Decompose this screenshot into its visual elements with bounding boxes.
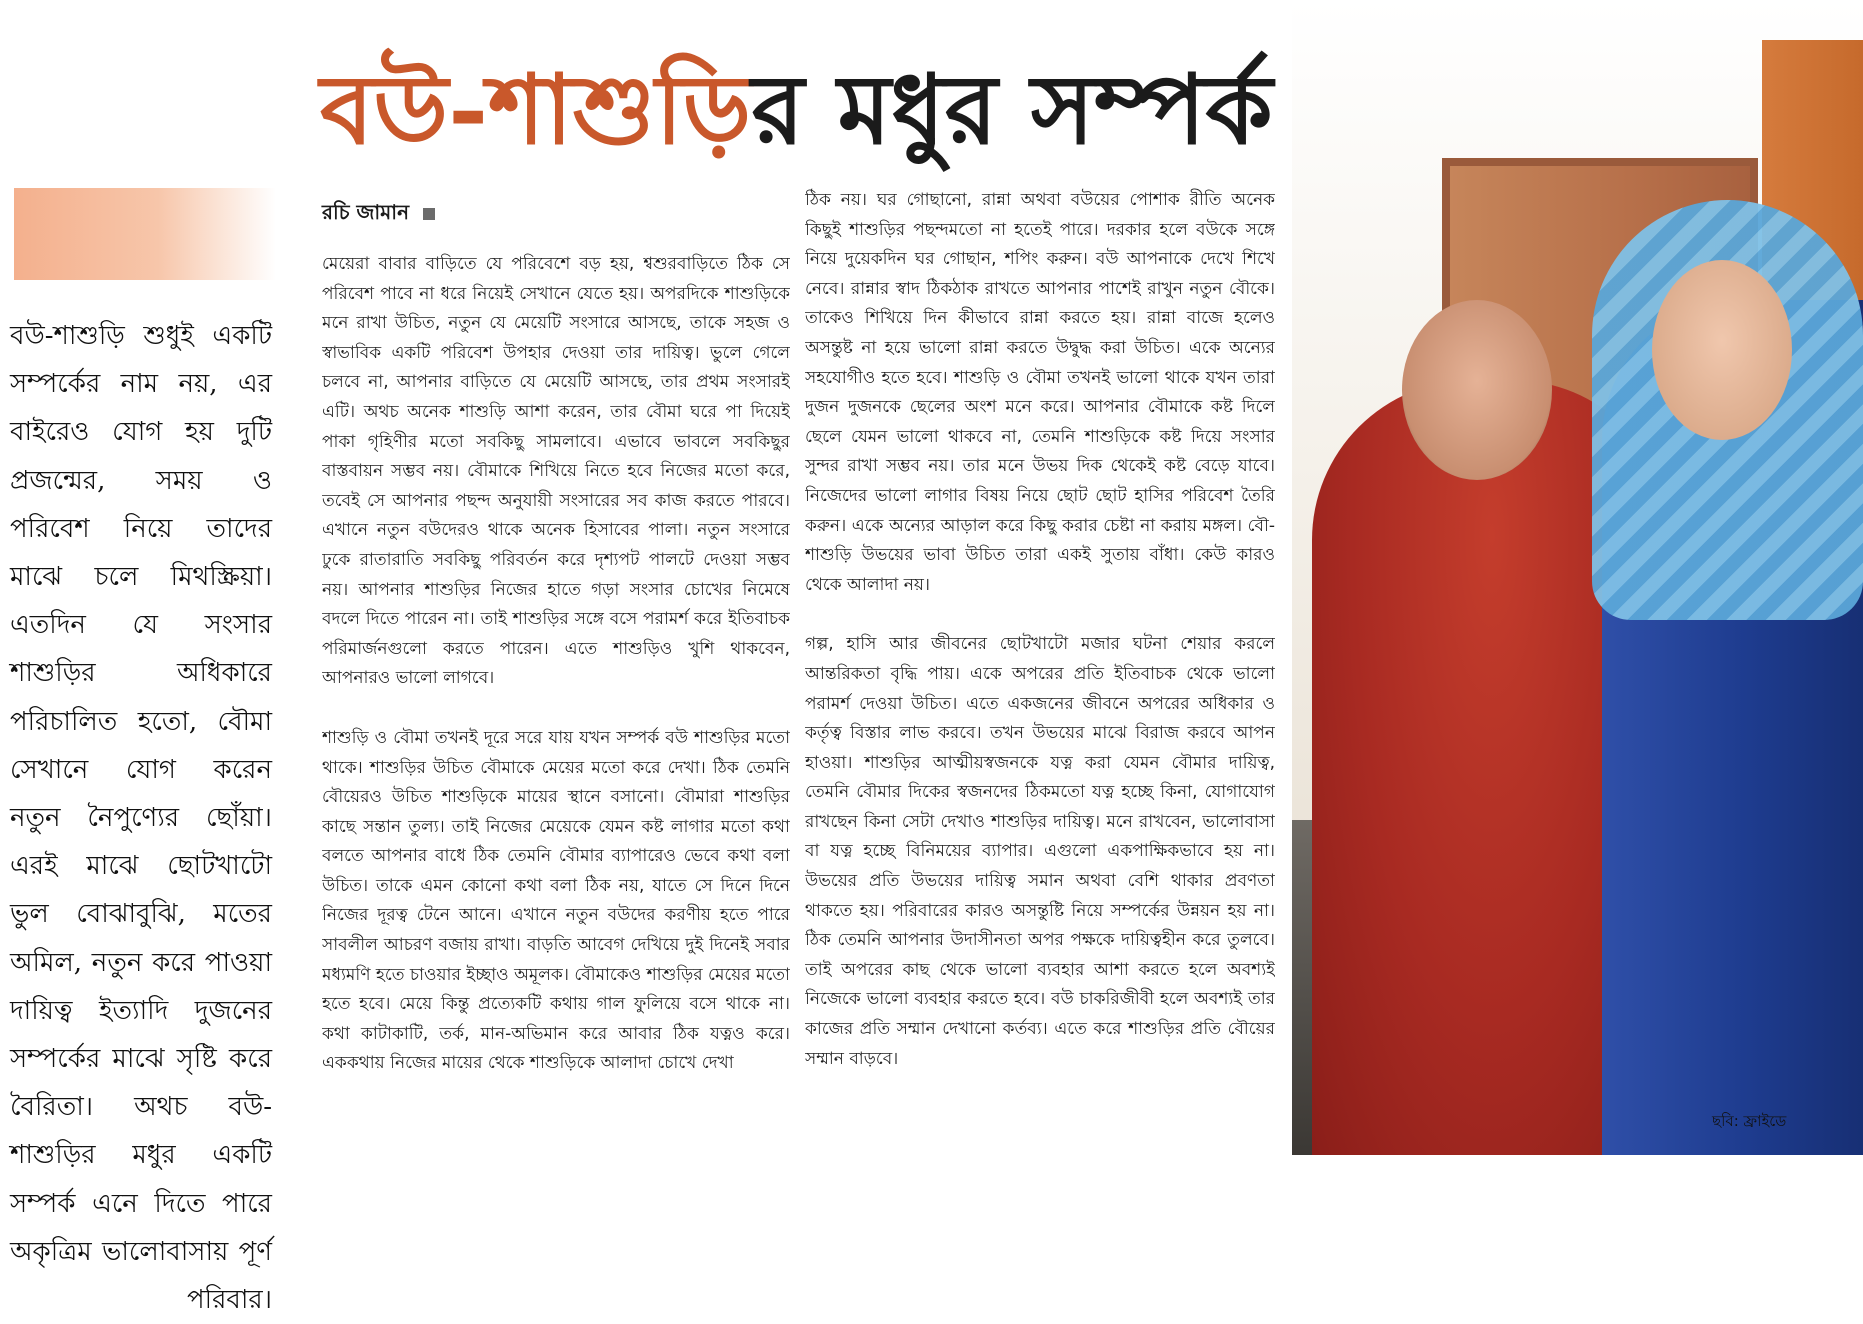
article-column-2 (805, 186, 1275, 1140)
byline-square-marker (423, 208, 435, 220)
column-2-paragraph-2: গল্প, হাসি আর জীবনের ছোটখাটো মজার ঘটনা শেয়ার করলে আন্তরিকতা বৃদ্ধি পায়। একে অপরের প্রতি ইতিবাচক থেকে ভালো পরামর্শ দেওয়া উচিত। এতে একজনের জীবনে অপরের অধিকার ও কর্তৃত্ব বিস্তার লাভ করবে। তখন উভয়ের মাঝে বিরাজ করবে আপন হাওয়া। শাশুড়ির আত্মীয়স্বজনকে যত্ন করা যেমন বৌমার দায়িত্ব, তেমনি বৌমার দিকের স্বজনদের ঠিকমতো যত্ন হচ্ছে কিনা, যোগাযোগ রাখছেন কিনা সেটা দেখাও শাশুড়ির দায়িত্ব। মনে রাখবেন, ভালোবাসা বা যত্ন হচ্ছে বিনিময়ের ব্যাপার। এগুলো একপাক্ষিকভাবে হয় না। উভয়ের প্রতি উভয়ের দায়িত্ব সমান অথবা বেশি থাকার প্রবণতা থাকতে হয়। পরিবারের কারও অসন্তুষ্টি নিয়ে সম্পর্কের উন্নয়ন হয় না। ঠিক তেমনি আপনার উদাসীনতা অপর পক্ষকে দায়িত্বহীন করে তুলবে। তাই অপরের কাছ থেকে ভালো ব্যবহার আশা করতে হলে অবশ্যই নিজেকে ভালো ব্যবহার করতে হবে। বউ চাকরিজীবী হলে অবশ্যই তার কাজের প্রতি সম্মান দেখানো কর্তব্য। এতে করে শাশুড়ির প্রতি বৌয়ের সম্মান বাড়বে। (805, 634, 1275, 1069)
photo-caption: ছবি: ফ্রাইডে (1712, 1112, 1787, 1130)
column-1-paragraph-2: শাশুড়ি ও বৌমা তখনই দূরে সরে যায় যখন সম্পর্ক বউ শাশুড়ির মতো থাকে। শাশুড়ির উচিত বৌমাকে মেয়ের মতো করে দেখা। ঠিক তেমনি বৌয়েরও উচিত শাশুড়িকে মায়ের স্থানে বসানো। বৌমারা শাশুড়ির কাছে সন্তান তুল্য। তাই নিজের মেয়েকে যেমন কষ্ট লাগার মতো কথা বলতে আপনার বাধে ঠিক তেমনি বৌমার ব্যাপারেও ভেবে কথা বলা উচিত। তাকে এমন কোনো কথা বলা ঠিক নয়, যাতে সে দিনে দিনে নিজের দূরত্ব টেনে আনে। এখানে নতুন বউদের করণীয় হতে পারে সাবলীল আচরণ বজায় রাখা। বাড়তি আবেগ দেখিয়ে দুই দিনেই সবার মধ্যমণি হতে চাওয়ার ইচ্ছাও অমূলক। বৌমাকেও শাশুড়ির মেয়ের মতো হতে হবে। মেয়ে কিন্তু প্রত্যেকটি কথায় গাল ফুলিয়ে বসে থাকে না। কথা কাটাকাটি, তর্ক, মান-অভিমান করে আবার ঠিক যত্নও করে। এককথায় নিজের মায়ের থেকে শাশুড়িকে আলাদা চোখে দেখা (322, 727, 790, 1074)
pull-quote: বউ-শাশুড়ি শুধুই একটি সম্পর্কের নাম নয়, এর বাইরেও যোগ হয় দুটি প্রজন্মের, সময় ও পরিবেশ নিয়ে তাদের মাঝে চলে মিথস্ক্রিয়া। এতদিন যে সংসার শাশুড়ির অধিকারে পরিচালিত হতো, বৌমা সেখানে যোগ করেন নতুন নৈপুণ্যের ছোঁয়া। এরই মাঝে ছোটখাটো ভুল বোঝাবুঝি, মতের অমিল, নতুন করে পাওয়া দায়িত্ব ইত্যাদি দুজনের সম্পর্কের মাঝে সৃষ্টি করে বৈরিতা। অথচ বউ-শাশুড়ির মধুর একটি সম্পর্ক এনে দিতে পারে অকৃত্রিম ভালোবাসায় পূর্ণ পরিবার। (10, 321, 272, 1316)
pull-quote-color-band (14, 188, 276, 280)
article-headline (320, 40, 1273, 180)
headline-part-accent: বউ-শাশুড়ি (320, 53, 752, 166)
column-2-paragraph-1: ঠিক নয়। ঘর গোছানো, রান্না অথবা বউয়ের পোশাক রীতি অনেক কিছুই শাশুড়ির পছন্দমতো না হতেই পারে। দরকার হলে বউকে সঙ্গে নিয়ে দুয়েকদিন ঘর গোছান, শপিং করুন। বউ আপনাকে দেখে শিখে নেবে। রান্নার স্বাদ ঠিকঠাক রাখতে আপনার পাশেই রাখুন নতুন বৌকে। তাকেও শিখিয়ে দিন কীভাবে রান্না করতে হয়। রান্না বাজে হলেও অসন্তুষ্ট না হয়ে ভালো রান্না করতে উদ্বুদ্ধ করা উচিত। একে অন্যের সহযোগীও হতে হবে। শাশুড়ি ও বৌমা তখনই ভালো থাকে যখন তারা দুজন দুজনকে ছেলের অংশ মনে করে। আপনার বৌমাকে কষ্ট দিলে ছেলে যেমন ভালো থাকবে না, তেমনি শাশুড়িকে কষ্ট দিয়ে সংসার সুন্দর রাখা সম্ভব নয়। তার মনে উভয় দিক থেকেই কষ্ট বেড়ে যাবে। নিজেদের ভালো লাগার বিষয় নিয়ে ছোট ছোট হাসির পরিবেশ তৈরি করুন। একে অন্যের আড়াল করে কিছু করার চেষ্টা না করায় মঙ্গল। বৌ-শাশুড়ি উভয়ের ভাবা উচিত তারা একই সুতায় বাঁধা। কেউ কারও থেকে আলাদা নয়। (805, 190, 1275, 595)
photo-daughter-in-law-head (1652, 260, 1792, 440)
column-1-paragraph-1: মেয়েরা বাবার বাড়িতে যে পরিবেশে বড় হয়, শ্বশুরবাড়িতে ঠিক সে পরিবেশ পাবে না ধরে নিয়েই সেখানে যেতে হয়। অপরদিকে শাশুড়িকে মনে রাখা উচিত, নতুন যে মেয়েটি সংসারে আসছে, তাকে সহজ ও স্বাভাবিক একটি পরিবেশ উপহার দেওয়া তার দায়িত্ব। ভুলে গেলে চলবে না, আপনার বাড়িতে যে মেয়েটি আসছে, তার প্রথম সংসারই এটি। অথচ অনেক শাশুড়ি আশা করেন, তার বৌমা ঘরে পা দিয়েই পাকা গৃহিণীর মতো সবকিছু সামলাবে। এভাবে ভাবলে সবকিছুর বাস্তবায়ন সম্ভব নয়। বৌমাকে শিখিয়ে নিতে হবে নিজের মতো করে, তবেই সে আপনার পছন্দ অনুযায়ী সংসারের সব কাজ করতে পারবে। এখানে নতুন বউদেরও থাকে অনেক হিসাবের পালা। নতুন সংসারে ঢুকে রাতারাতি সবকিছু পরিবর্তন করে দৃশ্যপট পালটে দেওয়া সম্ভব নয়। আপনার শাশুড়ির নিজের হাতে গড়া সংসার চোখের নিমেষে বদলে দিতে পারেন না। তাই শাশুড়ির সঙ্গে বসে পরামর্শ করে ইতিবাচক পরিমার্জনগুলো করতে পারেন। এতে শাশুড়িও খুশি থাকবেন, আপনারও ভালো লাগবে। (322, 254, 790, 689)
headline-part-main: র মধুর সম্পর্ক (751, 53, 1273, 166)
author-name: রচি জামান (322, 200, 410, 224)
photo-mother-in-law-head (1402, 300, 1552, 480)
article-photo (1292, 0, 1863, 1155)
byline (322, 198, 435, 228)
article-column-1 (322, 250, 790, 1140)
